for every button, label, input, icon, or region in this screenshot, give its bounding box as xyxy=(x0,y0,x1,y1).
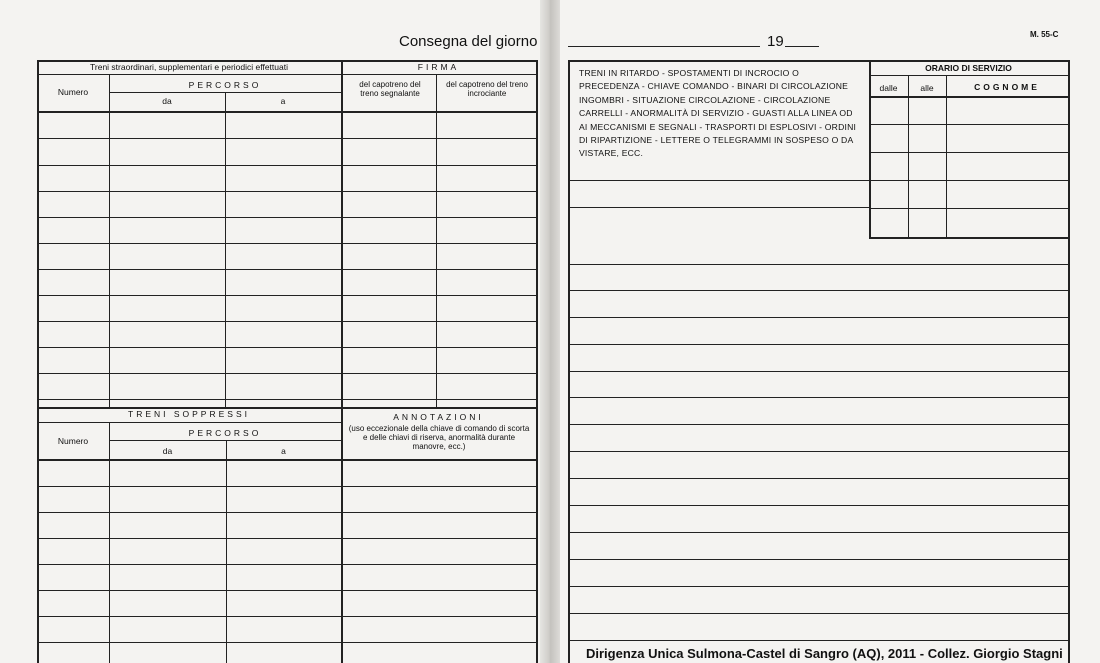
ruled-row-line xyxy=(568,264,1069,265)
ruled-row-line xyxy=(568,532,1069,533)
page-title: Consegna del giorno xyxy=(399,33,538,50)
ruled-row-line xyxy=(568,586,1069,587)
col-firma-signaling: del capotreno del treno segnalante xyxy=(359,80,421,98)
ruled-row-line xyxy=(568,451,1069,452)
ruled-row-line xyxy=(568,371,1069,372)
col-dalle: dalle xyxy=(879,83,898,93)
col-alle: alle xyxy=(920,83,934,93)
ruled-row-line xyxy=(568,207,869,208)
form-code: M. 55-C xyxy=(1030,30,1059,39)
ruled-row-line xyxy=(568,397,1069,398)
year-prefix: 19 xyxy=(767,33,784,50)
ruled-row-line xyxy=(869,124,1068,125)
col-da: da xyxy=(162,96,172,106)
ruled-row-line xyxy=(37,564,537,565)
ruled-row-line xyxy=(37,321,537,322)
ruled-row-line xyxy=(568,317,1069,318)
ruled-row-line xyxy=(37,243,537,244)
suppressed-col-percorso: PERCORSO xyxy=(188,428,262,438)
suppressed-col-a: a xyxy=(281,446,286,456)
ruled-row-line xyxy=(37,616,537,617)
suppressed-col-numero: Numero xyxy=(57,436,89,446)
ruled-row-line xyxy=(37,590,537,591)
col-cognome: COGNOME xyxy=(974,82,1040,92)
ruled-row-line xyxy=(37,269,537,270)
suppressed-section-title: TRENI SOPPRESSI xyxy=(128,409,250,419)
col-a: a xyxy=(280,96,286,106)
ruled-row-line xyxy=(37,538,537,539)
ruled-row-line xyxy=(37,399,537,400)
ruled-row-line xyxy=(568,505,1069,506)
col-firma-crossing: del capotreno del treno incrociante xyxy=(446,80,528,98)
ruled-row-line xyxy=(37,217,537,218)
ruled-row-line xyxy=(568,640,1069,641)
ruled-row-line xyxy=(568,180,869,181)
ruled-row-line xyxy=(568,424,1069,425)
ruled-row-line xyxy=(37,512,537,513)
ruled-row-line xyxy=(37,138,537,139)
events-instructions: TRENI IN RITARDO - SPOSTAMENTI DI INCROCIO O PRECEDENZA - CHIAVE COMANDO - BINARI DI CIRCOLAZIONE INGOMBRI - SITUAZIONE CIRCOLAZIONE - CIRCOLAZIONE CARRELLI - ANORMALITÀ DI SERVIZIO - GUASTI ALLA LINEA OD AI MECCANISMI E SEGNALI - TRASPORTI DI ESPLOSIVI - ORDINI DI RIPARTIZIONE - LETTERE O TELEGRAMMI IN SOSPESO O DA VISTARE, ECC. xyxy=(579,68,857,159)
ruled-row-line xyxy=(568,290,1069,291)
ruled-row-line xyxy=(37,486,537,487)
suppressed-col-da: da xyxy=(162,446,173,456)
col-numero: Numero xyxy=(57,87,89,97)
ruled-row-line xyxy=(37,165,537,166)
ruled-row-line xyxy=(568,478,1069,479)
year-line xyxy=(785,46,819,47)
annotazioni-title: ANNOTAZIONI xyxy=(393,412,484,422)
ruled-row-line xyxy=(37,295,537,296)
annotazioni-note: (uso eccezionale della chiave di comando di scorta e delle chiavi di riserva, anormalità durante manovre, ecc.) xyxy=(348,424,530,451)
book-spine xyxy=(540,0,560,663)
col-firma: FIRMA xyxy=(417,62,460,72)
ruled-row-line xyxy=(37,347,537,348)
photo-credit: Dirigenza Unica Sulmona-Castel di Sangro (AQ), 2011 - Collez. Giorgio Stagni xyxy=(586,646,1063,661)
ruled-row-line xyxy=(568,559,1069,560)
ruled-row-line xyxy=(37,642,537,643)
date-line xyxy=(568,46,760,47)
ruled-row-line xyxy=(869,152,1068,153)
trains-section-title: Treni straordinari, supplementari e periodici effettuati xyxy=(90,62,288,72)
ruled-row-line xyxy=(37,191,537,192)
ruled-row-line xyxy=(568,344,1069,345)
ruled-row-line xyxy=(869,180,1068,181)
ruled-row-line xyxy=(37,373,537,374)
ruled-row-line xyxy=(568,613,1069,614)
col-percorso: PERCORSO xyxy=(188,80,262,90)
orario-title: ORARIO DI SERVIZIO xyxy=(925,63,1012,73)
ruled-row-line xyxy=(869,208,1068,209)
